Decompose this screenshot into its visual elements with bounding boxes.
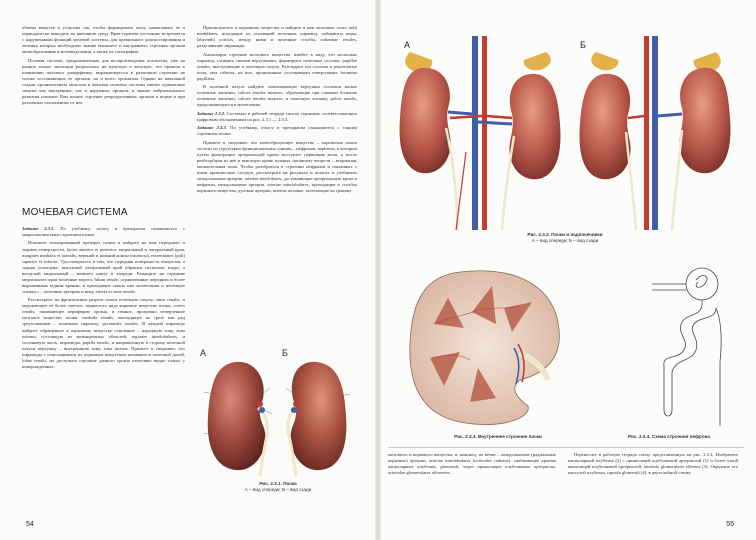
collecting-duct [716, 308, 721, 426]
figure-kidney-external [196, 344, 360, 480]
task-text: Составьте в рабочей тетради список терминов, соответствующих цифровым обозначениям на рис. 2.3.1 — 2.3.3. [197, 110, 357, 122]
renal-vein-right [478, 122, 512, 124]
ureter-right [502, 136, 514, 230]
gonadal-artery [456, 152, 466, 230]
cortex-paragraph: Присмотритесь к корковому веществу и найдите в нем мозговые лучи, radii medullares, исходящие из оснований почечных пирамид, лабиринты коры, labyrinthi corticis, между ними и почечные столбы, columnae renales, разделяющие пирамиды. [197, 25, 357, 49]
renal-artery-right [487, 116, 512, 118]
renal-vein-left [448, 112, 472, 114]
figure-2-3-3-caption [428, 434, 568, 440]
left-column-2 [197, 25, 357, 197]
task-2-3-2 [197, 111, 357, 123]
section-title: МОЧЕВАЯ СИСТЕМА [22, 207, 128, 218]
nephron-diagram [652, 268, 721, 426]
task-2-3-3 [197, 125, 357, 137]
kidney-back-view [291, 362, 347, 470]
distal-tubule [672, 308, 716, 372]
kidney-front-view [208, 362, 266, 470]
panel-a-front-view [400, 36, 561, 230]
kidney-section-paragraph: Рассмотрите на фронтальном разрезе почки почечную пазуху, sinus renalis, и окружающее её более светлое, зернистого вида корковое вещество почки, cortex renalis, занимающее периферию органа, и темное, прозрачно исчерченное мозговое вещество почки, medulla renalis, выглядящее на срезе как ряд треугольников – почечных пирамид, pyramides renales. В каждой пирамиде найдите обращенное к корковому веществу основание – наружную зону, zona externa, состоящую из межнирочных областей, regiones interlobulares, и сосочковую часть, пирамиды, papilla renalis, и направленную в сторону почечной пазухи верхушку – внутреннюю зону, zona interna. Примите к сведению, что пирамиды с относящимися их корковым веществом называются почечной долей, lobus renalis, но доступное строение данного органа отчетливо видно только у новорожденных. [22, 297, 185, 369]
figure-nephron-scheme [592, 262, 742, 430]
figure-2-3-2-caption [470, 232, 660, 243]
task-label: Задание 2.3.1. [22, 226, 55, 231]
abdominal-aorta [482, 36, 487, 230]
proximal-tubule [664, 300, 702, 366]
task-label: Задание 2.3.3. [197, 125, 227, 131]
figure-letter-b: Б [282, 348, 288, 358]
page-number-right: 55 [726, 521, 734, 528]
renal-artery-back [293, 401, 299, 407]
right-column-1 [388, 452, 556, 476]
ureter-right [672, 130, 682, 230]
task-text: По учебнику, атласу и препаратам ознакомьтесь с тонким строением почки. [197, 125, 357, 137]
renal-vein-back [291, 407, 297, 413]
ureter-left [626, 132, 636, 230]
abdominal-aorta [644, 36, 649, 230]
figure-2-3-1-caption [222, 481, 334, 492]
left-column-1-lower [22, 226, 185, 372]
left-column-1 [22, 25, 185, 108]
kidney-section [410, 271, 560, 425]
caption-subtitle: А – вид спереди; Б – вид сзади [244, 486, 312, 492]
kidney-surface-paragraph: Возьмите изолированный препарат почки и найдите на нем переднюю и заднюю поверхности, facies anterior et posterior, медиальный и латеральный края, margines medialis et lateralis, верхний и нижний концы (полюсы), extremitates (poli) superior et inferior. Удостоверьтесь в том, что передняя поверхность выпуклая, а задняя уплощена; выпуклый латеральный край обращен несколько кзади, а вогнутый медиальный – немного книзу и кпереди. Разыщите на середине медиального края почечные ворота, hilum renale, ограниченные передним и более выраженным задним краями, и проходящие сквозь них мочеточник и почечную «ножку» – почечные артерию и вену, arteria et vena renalis. [22, 240, 185, 294]
right-page-divider [388, 447, 744, 448]
figure-kidney-internal [400, 262, 576, 432]
glomerulus [696, 276, 707, 288]
figure-letter-b: Б [580, 40, 586, 50]
medulla-paragraph: Анализируя строение мозгового вещества, имейте в виду, что несколько пирамид, сливаясь своими верхушками, формируют почечные сосочки, papillae renales, выступающие в почечную пазуху. Разглядите эти сосочки и решетчатые поля, area cribrosa, на них, пронизанные сосочковыми отверстиями, foramina papillaria. [197, 51, 357, 81]
kidney-right [509, 74, 560, 179]
kidney-left [580, 74, 631, 179]
nephron-drawing-paragraph: Перенесите в рабочую тетрадь схему, представленную на рис. 2.3.4. Изобразите капиллярный клубочек (2) с приносящей клубочковой артериолой (1) и более узкой выносящей клубочковой артериолой, arteriola glomerularis efferens (3). Окружите его капсулой клубочка, capsula glomeruli (4), в двухслойной стенке [568, 452, 738, 476]
task-2-3-1 [22, 226, 185, 238]
figure-letter-a: А [404, 40, 411, 50]
loop-of-henle [664, 366, 672, 416]
adrenal-left [591, 52, 618, 70]
right-column-2 [568, 452, 738, 476]
renal-artery-left [628, 116, 644, 118]
book-gutter [375, 0, 381, 540]
figure-kidneys-adrenals [390, 32, 740, 232]
caption-subtitle: А – вид спереди; Б – вид сзади [531, 237, 599, 243]
inferior-vena-cava [472, 36, 478, 230]
caption-title: Рис. 2.3.2. Почки и надпочечники [527, 232, 603, 237]
figure-letter-a: А [200, 348, 207, 358]
caption-title: Рис. 2.3.4. Схема строения нефрона [627, 434, 710, 439]
kidney-right [679, 68, 730, 173]
page-number-left: 54 [26, 521, 34, 528]
renal-vein-right [658, 114, 682, 116]
intro-paragraph-1: обмена веществ и устроена так, чтобы формировать мочу, накапливать ее и периодически выводить во внешнюю среду. Врач-терапевт постоянно встречается с нарушениями функций мочевой системы, для правильного диагностирования и лечения которых необходимо знание внешнего и внутреннего строения органов мочеобразования и мочевыделения, а также их топографии. [22, 25, 185, 55]
caption-title: Рис. 2.3.1. Почка [259, 481, 297, 486]
inferior-vena-cava [652, 36, 658, 230]
adrenal-right [524, 52, 551, 70]
figure-2-3-4-caption [594, 434, 744, 440]
nephron-paragraph: Примите к сведению, что мочеобразующее вещество – паренхима почки состоит из структурно-функциональных единиц – нефронов, nephrons, к которым путем фильтрации артериальной крови поступает первичная моча, а после реабсорбции из нее в венозную кровь нужных организму веществ – вторичная, окончательная моча. Чтобы разобраться в строении нефронов и связанных с ними кровеносных сосудов, рассмотрите на рисунках и атласах и учебниках междольковые артерии, arteriae interlobares, доставляющие артериальную кровь в нефроны, междольковые артерии, arteriae interlobulares, проходящие в столбах коркового вещества, дуговые артерии, arteriae arcuatae, залегающие на границе [197, 139, 357, 194]
glomerular-capsule [686, 268, 718, 300]
task-label: Задание 2.3.2. [197, 110, 226, 116]
caption-title: Рис. 2.3.3. Внутреннее строение почки [454, 434, 542, 439]
renal-artery-front [257, 401, 263, 407]
vessels-paragraph: мозгового и коркового вещества, и, наконец, их ветви – междольковые (радиальные корковые) артерии, arteriae interlobulares (corticales radiatae), снабжающие кровью капиллярные клубочки, glomeruli, через приносящие клубочковые артериолы, arteriolae glomerulares afferentes. [388, 452, 556, 476]
intro-paragraph-2: Половая система, предназначенная для воспроизведения потомства, уже на ранних этапах эволюции разделилась на мужскую и женскую, что привело к появлению полового диморфизма, выражающегося в различном строении не только составляющих ее органов, но и всего организма. Однако на начальной стадии организогенеза мужская и женская половые системы имеют одинаковые зачатки как внутренних, так и наружных органов, и знание эмбрионального развития поможет Вам понять строение репродуктивных органов в норме и при различных отклонениях от нее. [22, 57, 185, 105]
kidney-left [400, 68, 451, 173]
sinus-paragraph: В почечной пазухе найдите охватывающие верхушки сосочков малые почечные чашечки, calices renales minores, образующие при слиянии большие почечные чашечки, calices renales majores, и почечную лоханку, pelvis renalis, продолжающуюся в мочеточник. [197, 84, 357, 108]
task-text: По учебнику, атласу и препаратам ознакомьтесь с макроскопическим строением почки. [22, 226, 185, 238]
panel-b-back-view [580, 36, 731, 230]
